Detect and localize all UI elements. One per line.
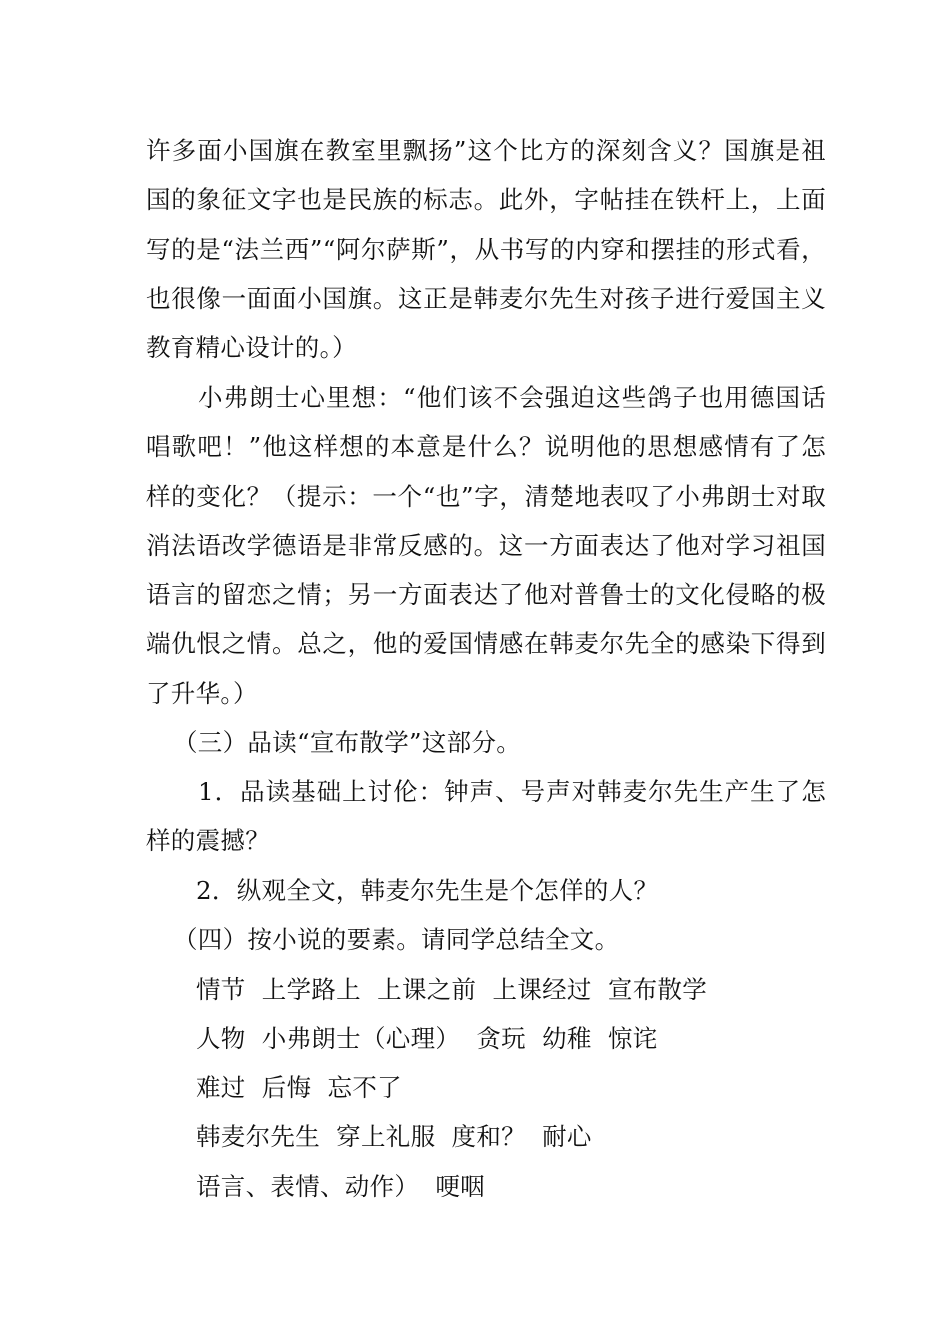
question-two: 2．纵观全文，韩麦尔先生是个怎佯的人？ — [196, 876, 659, 905]
section-heading-four: （四）按小说的要素。请同学总结全文。 — [173, 925, 620, 954]
summary-expression-line: 语言、表情、动作） 哽咽 — [196, 1172, 485, 1201]
question-one: 1．品读基础上讨伦：钟声、号声对韩麦尔先生产生了怎样的震撼？ — [146, 777, 826, 856]
summary-emotion-line: 难过 后悔 忘不了 — [196, 1073, 402, 1102]
summary-character-line: 人物 小弗朗士（心理） 贪玩 幼稚 惊诧 — [196, 1024, 658, 1053]
summary-teacher-line: 韩麦尔先生 穿上礼服 度和？ 耐心 — [196, 1122, 592, 1151]
paragraph-flag-metaphor: 许多面小国旗在教室里飘扬”这个比方的深刻含义？国旗是祖国的象征文字也是民族的标志。此外，字帖挂在铁杆上，上面写的是“法兰西”“阿尔萨斯”，从书写的内穿和摆挂的形式看，也很像一面面小国旗。这正是韩麦尔先生对孩子进行爱国主义教育精心设计的。） — [146, 136, 826, 363]
summary-plot-line: 情节 上学路上 上课之前 上课经过 宣布散学 — [196, 975, 708, 1004]
paragraph-pigeons-question: 小弗朗士心里想：“他们该不会强迫这些鸽子也用德国话唱歌吧！”他这样想的本意是什么？说明他的思想感情有了怎样的变化？（提示：一个“也”字，清楚地表叹了小弗朗士对取消法语改学德语是非常反感的。这一方面表达了他对学习祖国语言的留恋之情；另一方面表达了他对普鲁士的文化侵略的极端仇恨之情。总之，他的爱国情感在韩麦尔先全的感染下得到了升华。） — [146, 383, 826, 708]
section-heading-three: （三）品读“宣布散学”这部分。 — [173, 728, 522, 757]
